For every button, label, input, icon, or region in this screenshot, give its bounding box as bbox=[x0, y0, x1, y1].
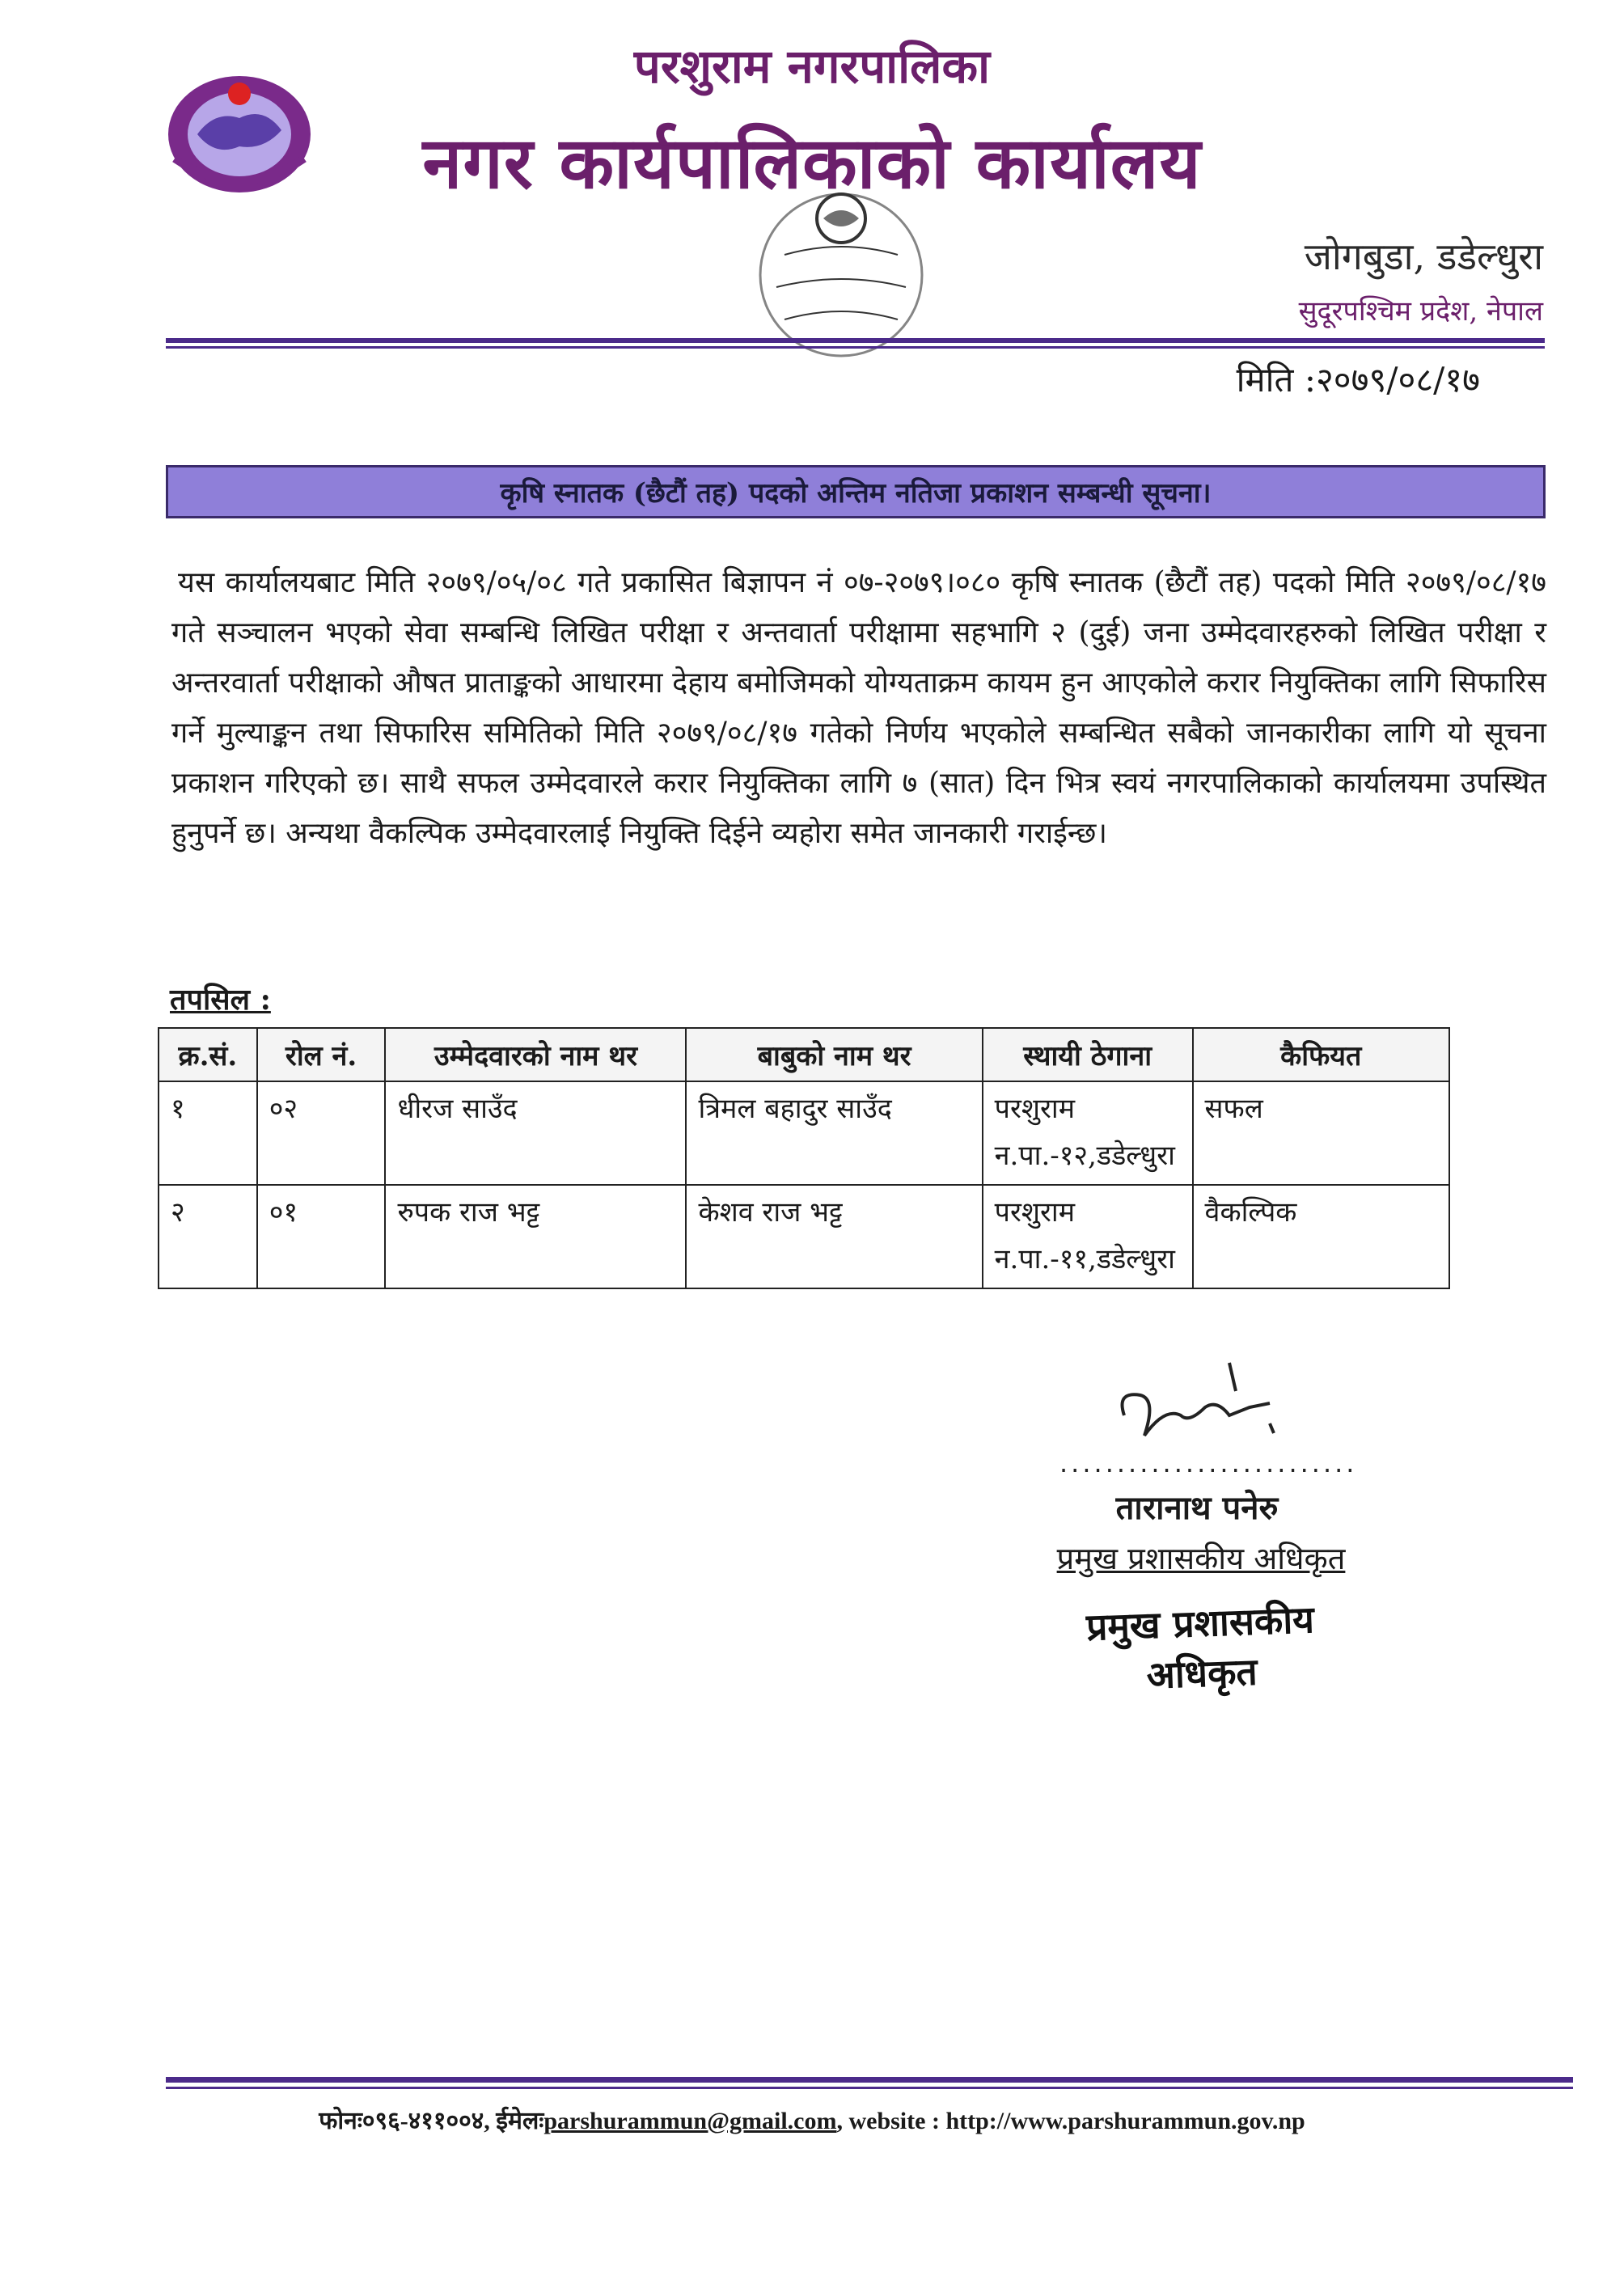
signer-title: प्रमुख प्रशासकीय अधिकृत bbox=[1056, 1541, 1346, 1576]
cell-candidate: रुपक राज भट्ट bbox=[385, 1185, 686, 1288]
footer-divider-thin bbox=[166, 2087, 1573, 2089]
body-paragraph: यस कार्यालयबाट मिति २०७९/०५/०८ गते प्रकासित बिज्ञापन नं ०७-२०७९।०८० कृषि स्नातक (छैटौं तह) पदको मिति २०७९/०८/१७ गते सञ्चालन भएको सेवा सम्बन्धि लिखित परीक्षा र अन्तवार्ता परीक्षामा सहभागि २ (दुई) जना उम्मेदवारहरुको लिखित परीक्षा र अन्तरवार्ता परीक्षाको औषत प्राताङ्कको आधारमा देहाय बमोजिमको योग्यताक्रम कायम हुन आएकोले करार नियुक्तिका लागि सिफारिस गर्ने मुल्याङ्कन तथा सिफारिस समितिको मिति २०७९/०८/१७ गतेको निर्णय भएकोले सम्बन्धित सबैको जानकारीका लागि यो सूचना प्रकाशन गरिएको छ। साथै सफल उम्मेदवारले करार नियुक्तिका लागि ७ (सात) दिन भित्र स्वयं नगरपालिकाको कार्यालयमा उपस्थित हुनुपर्ने छ। अन्यथा वैकल्पिक उम्मेदवारलाई नियुक्ति दिईने व्यहोरा समेत जानकारी गराईन्छ। bbox=[171, 566, 1546, 850]
header-roll: रोल नं. bbox=[257, 1028, 386, 1081]
notice-body bbox=[171, 558, 1546, 859]
cell-sn: १ bbox=[159, 1081, 257, 1185]
cell-roll: ०२ bbox=[257, 1081, 386, 1185]
table-row bbox=[159, 1185, 1449, 1288]
header-address: स्थायी ठेगाना bbox=[983, 1028, 1193, 1081]
header-father: बाबुको नाम थर bbox=[686, 1028, 982, 1081]
subject-text: कृषि स्नातक (छैटौं तह) पदको अन्तिम नतिजा प्रकाशन सम्बन्धी सूचना। bbox=[500, 477, 1212, 510]
signature-line: .......................... bbox=[1059, 1448, 1358, 1478]
signer-stamp: प्रमुख प्रशासकीय अधिकृत bbox=[1085, 1597, 1315, 1698]
footer-email-link[interactable]: parshurammun@gmail.com bbox=[543, 2108, 837, 2134]
footer-email-label: ईमेलः bbox=[496, 2108, 544, 2134]
results-table bbox=[158, 1027, 1450, 1289]
cell-roll: ०१ bbox=[257, 1185, 386, 1288]
notice-date: मिति :२०७९/०८/१७ bbox=[1236, 360, 1480, 400]
address-line-2: सुदूरपश्चिम प्रदेश, नेपाल bbox=[1298, 295, 1543, 328]
header-sn: क्र.सं. bbox=[159, 1028, 257, 1081]
table-header-row bbox=[159, 1028, 1449, 1081]
signer-name: तारानाथ पनेरु bbox=[1115, 1489, 1279, 1527]
cell-sn: २ bbox=[159, 1185, 257, 1288]
cell-candidate: धीरज साउँद bbox=[385, 1081, 686, 1185]
office-name: नगर कार्यपालिकाको कार्यालय bbox=[422, 121, 1202, 205]
cell-remarks: वैकल्पिक bbox=[1193, 1185, 1449, 1288]
table-row bbox=[159, 1081, 1449, 1185]
header-remarks: कैफियत bbox=[1193, 1028, 1449, 1081]
cell-remarks: सफल bbox=[1193, 1081, 1449, 1185]
header-candidate: उम्मेदवारको नाम थर bbox=[385, 1028, 686, 1081]
cell-address: परशुराम न.पा.-११,डडेल्धुरा bbox=[983, 1185, 1193, 1288]
table-caption: तपसिल : bbox=[170, 983, 271, 1017]
footer-phone: फोनः०९६-४११००४, bbox=[319, 2108, 490, 2134]
address-line-1: जोगबुडा, डडेल्धुरा bbox=[1304, 235, 1543, 278]
cell-father: केशव राज भट्ट bbox=[686, 1185, 982, 1288]
cell-address: परशुराम न.पा.-१२,डडेल्धुरा bbox=[983, 1081, 1193, 1185]
header-divider-thin bbox=[166, 346, 1545, 349]
cell-father: त्रिमल बहादुर साउँद bbox=[686, 1081, 982, 1185]
footer-contact bbox=[0, 2103, 1624, 2136]
org-name: परशुराम नगरपालिका bbox=[633, 39, 991, 94]
footer-website[interactable]: , website : http://www.parshurammun.gov.np bbox=[836, 2108, 1305, 2134]
subject-banner bbox=[166, 465, 1546, 518]
footer-divider bbox=[166, 2077, 1573, 2083]
header-divider bbox=[166, 338, 1545, 343]
